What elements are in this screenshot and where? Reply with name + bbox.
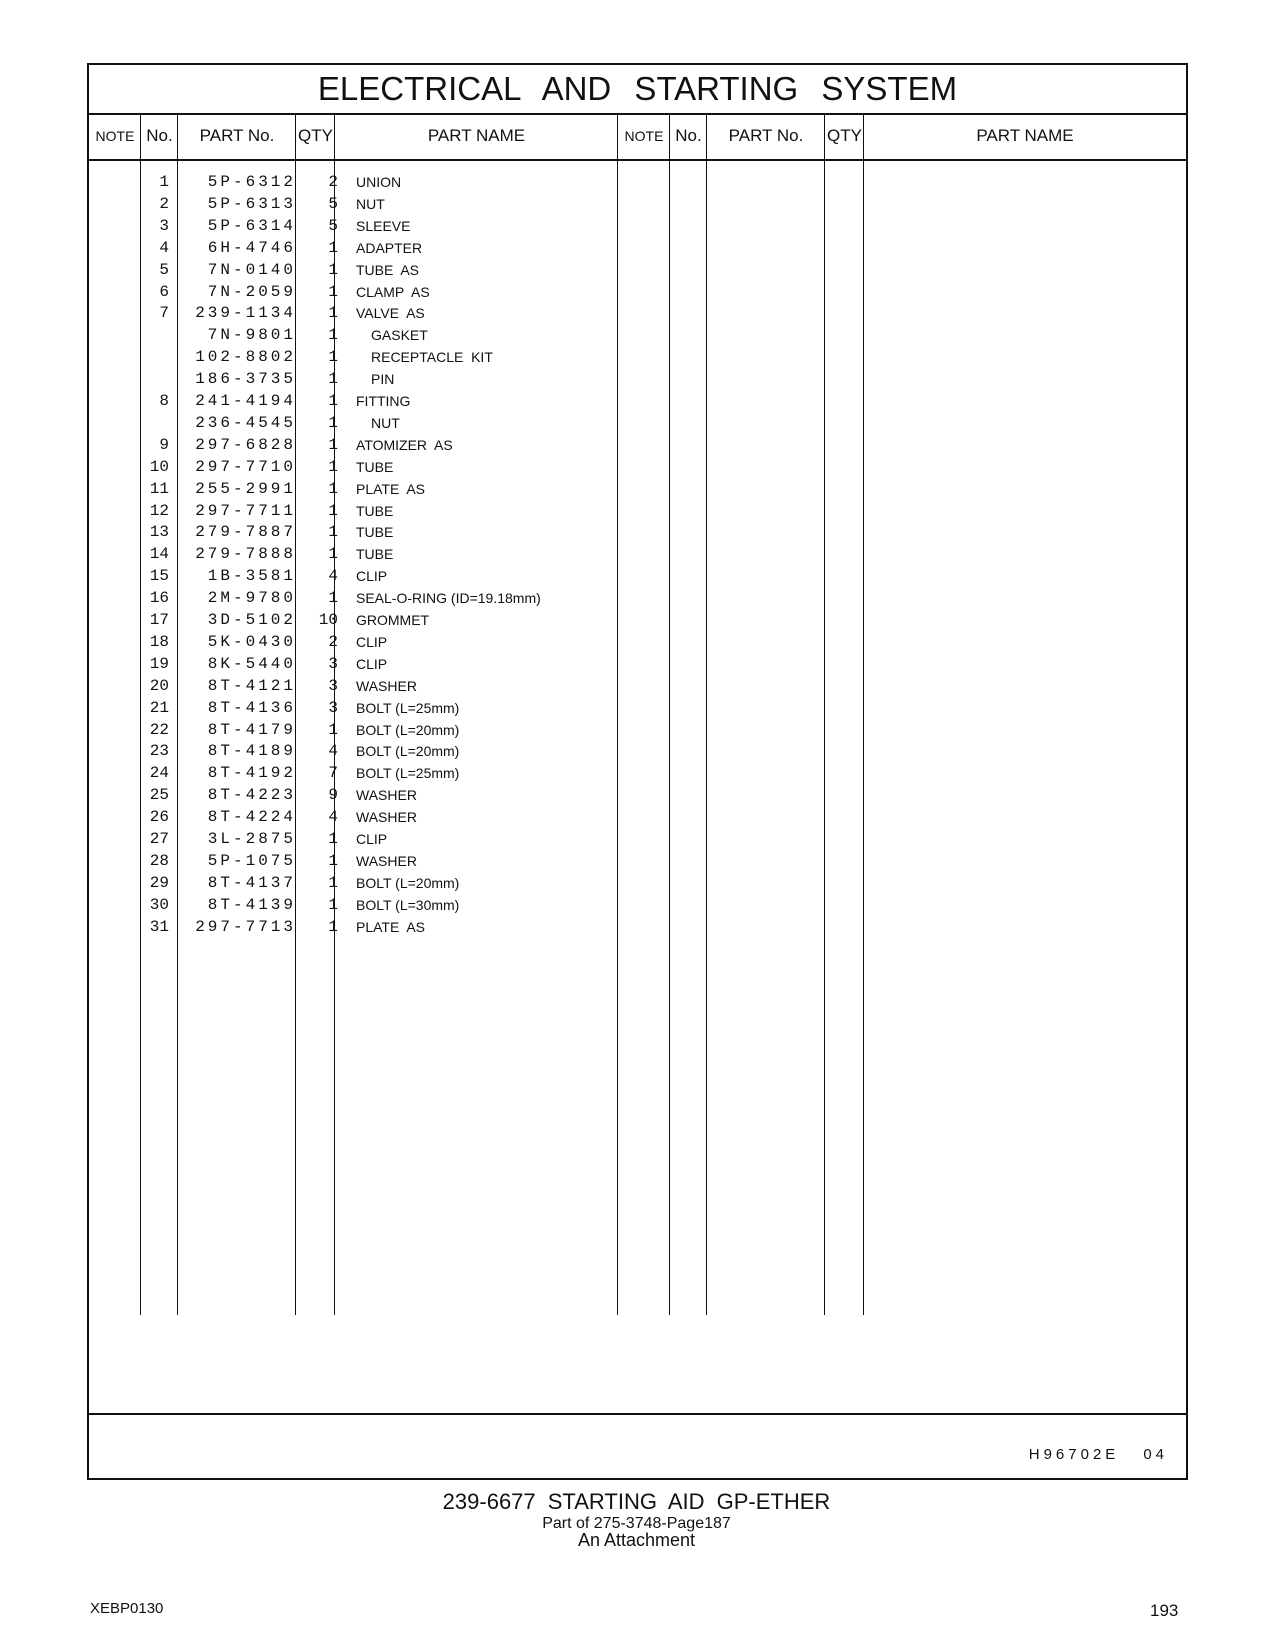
item-number: 14 xyxy=(149,545,169,564)
part-number: 7N-0140 xyxy=(207,260,296,279)
quantity: 3 xyxy=(328,654,338,673)
part-of-reference: Part of 275-3748-Page187 xyxy=(542,1515,731,1532)
part-name: PIN xyxy=(371,371,395,388)
drawing-number: H96702E xyxy=(1028,1446,1120,1463)
item-number: 13 xyxy=(149,523,169,542)
header-part-name-right: PART NAME xyxy=(976,126,1074,145)
table-row xyxy=(89,565,1186,588)
part-number: 5P-6312 xyxy=(207,173,296,191)
item-number: 16 xyxy=(149,589,169,608)
drawing-revision: 04 xyxy=(1143,1446,1168,1463)
quantity: 1 xyxy=(328,851,338,870)
part-number: 6H-4746 xyxy=(207,238,296,257)
part-name: GASKET xyxy=(371,327,428,344)
part-name: TUBE xyxy=(356,458,394,475)
item-number: 12 xyxy=(149,501,169,520)
part-name: BOLT (L=25mm) xyxy=(356,699,460,716)
table-row xyxy=(89,609,1186,632)
quantity: 3 xyxy=(328,698,338,717)
item-number: 28 xyxy=(149,851,169,870)
attachment-label: An Attachment xyxy=(577,1530,696,1550)
part-number: 5K-0430 xyxy=(207,632,296,651)
parts-list-frame xyxy=(87,63,1188,1480)
part-name: ATOMIZER AS xyxy=(356,436,453,453)
part-number: 8K-5440 xyxy=(207,654,296,673)
item-number: 17 xyxy=(149,611,169,629)
quantity: 1 xyxy=(328,720,338,739)
quantity: 1 xyxy=(328,348,338,367)
item-number: 6 xyxy=(159,282,169,301)
part-number: 186-3735 xyxy=(195,370,296,389)
quantity: 1 xyxy=(328,830,338,848)
quantity: 10 xyxy=(318,611,338,629)
part-number: 5P-1075 xyxy=(207,851,296,870)
table-row xyxy=(89,193,1186,216)
item-number: 11 xyxy=(149,479,169,498)
item-number: 15 xyxy=(149,567,169,586)
group-title: 239-6677 STARTING AID GP-ETHER xyxy=(442,1489,831,1514)
header-part-name-left: PART NAME xyxy=(427,126,526,145)
header-part-no-left: PART No. xyxy=(199,126,275,145)
page-number: 193 xyxy=(1150,1601,1179,1620)
quantity: 3 xyxy=(328,676,338,695)
part-name: CLAMP AS xyxy=(356,283,430,300)
part-name: CLIP xyxy=(356,655,388,672)
item-number: 30 xyxy=(149,895,169,914)
quantity: 1 xyxy=(328,545,338,564)
quantity: 9 xyxy=(328,786,338,805)
table-row xyxy=(89,302,1186,325)
item-number: 29 xyxy=(149,873,169,892)
quantity: 1 xyxy=(328,238,338,257)
part-number: 8T-4189 xyxy=(207,742,296,761)
part-number: 8T-4223 xyxy=(207,786,296,805)
table-row xyxy=(89,916,1186,939)
table-row xyxy=(89,784,1186,807)
part-name: SEAL-O-RING (ID=19.18mm) xyxy=(356,590,541,607)
quantity: 1 xyxy=(328,589,338,608)
part-number: 5P-6313 xyxy=(207,194,296,213)
part-number: 255-2991 xyxy=(195,479,296,498)
table-row xyxy=(89,500,1186,523)
part-name: NUT xyxy=(371,414,400,431)
table-row xyxy=(89,324,1186,347)
part-number: 3D-5102 xyxy=(207,611,296,629)
quantity: 1 xyxy=(328,873,338,892)
table-bottom-divider xyxy=(89,1413,1186,1415)
part-name: RECEPTACLE KIT xyxy=(371,349,493,366)
item-number: 22 xyxy=(149,720,169,739)
part-name: TUBE xyxy=(356,546,394,563)
quantity: 4 xyxy=(328,567,338,586)
quantity: 1 xyxy=(328,304,338,323)
part-name: PLATE AS xyxy=(356,918,425,935)
table-row xyxy=(89,740,1186,763)
table-row xyxy=(89,215,1186,238)
item-number: 25 xyxy=(149,786,169,805)
quantity: 4 xyxy=(328,808,338,827)
item-number: 8 xyxy=(159,392,169,410)
quantity: 1 xyxy=(328,413,338,432)
table-row xyxy=(89,237,1186,260)
table-row xyxy=(89,806,1186,829)
quantity: 2 xyxy=(328,173,338,191)
header-note-right: NOTE xyxy=(624,128,664,144)
table-row xyxy=(89,675,1186,698)
part-number: 297-7713 xyxy=(195,917,296,936)
quantity: 5 xyxy=(328,194,338,213)
part-name: WASHER xyxy=(356,677,417,694)
table-row xyxy=(89,719,1186,742)
part-name: TUBE xyxy=(356,524,394,541)
part-number: 8T-4224 xyxy=(207,808,296,827)
table-row xyxy=(89,653,1186,676)
part-name: SLEEVE xyxy=(356,217,411,234)
quantity: 1 xyxy=(328,479,338,498)
part-number: 8T-4179 xyxy=(207,720,296,739)
quantity: 1 xyxy=(328,523,338,542)
table-row xyxy=(89,521,1186,544)
part-name: CLIP xyxy=(356,633,388,650)
quantity: 2 xyxy=(328,632,338,651)
table-row xyxy=(89,281,1186,304)
quantity: 7 xyxy=(328,764,338,783)
table-row xyxy=(89,346,1186,369)
quantity: 4 xyxy=(328,742,338,761)
quantity: 1 xyxy=(328,260,338,279)
part-name: PLATE AS xyxy=(356,480,425,497)
page-title: ELECTRICAL AND STARTING SYSTEM xyxy=(89,65,1186,115)
quantity: 5 xyxy=(328,216,338,235)
part-number: 102-8802 xyxy=(195,348,296,367)
item-number: 7 xyxy=(159,304,169,323)
part-number: 279-7887 xyxy=(195,523,296,542)
item-number: 19 xyxy=(149,654,169,673)
quantity: 1 xyxy=(328,370,338,389)
table-row xyxy=(89,872,1186,895)
table-row xyxy=(89,478,1186,501)
table-row xyxy=(89,412,1186,435)
quantity: 1 xyxy=(328,435,338,454)
item-number: 31 xyxy=(149,917,169,936)
table-row xyxy=(89,368,1186,391)
header-no-right: No. xyxy=(675,126,702,145)
table-row xyxy=(89,434,1186,457)
item-number: 4 xyxy=(159,238,169,257)
part-name: TUBE AS xyxy=(356,261,420,278)
item-number: 23 xyxy=(149,742,169,761)
table-row xyxy=(89,587,1186,610)
item-number: 27 xyxy=(149,830,169,848)
part-name: FITTING xyxy=(356,393,411,409)
item-number: 26 xyxy=(149,808,169,827)
part-name: TUBE xyxy=(356,502,394,519)
part-name: BOLT (L=25mm) xyxy=(356,765,460,782)
part-name: NUT xyxy=(356,195,385,212)
item-number: 9 xyxy=(159,435,169,454)
part-name: VALVE AS xyxy=(356,305,425,322)
table-row xyxy=(89,259,1186,282)
part-number: 8T-4192 xyxy=(207,764,296,783)
item-number: 21 xyxy=(149,698,169,717)
part-number: 297-7710 xyxy=(195,457,296,476)
part-name: GROMMET xyxy=(356,612,430,628)
document-code: XEBP0130 xyxy=(90,1600,164,1617)
part-number: 239-1134 xyxy=(195,304,296,323)
table-row xyxy=(89,850,1186,873)
item-number: 2 xyxy=(159,194,169,213)
part-name: WASHER xyxy=(356,787,417,804)
header-part-no-right: PART No. xyxy=(728,126,804,145)
item-number: 3 xyxy=(159,216,169,235)
part-name: BOLT (L=20mm) xyxy=(356,721,460,738)
part-name: WASHER xyxy=(356,809,417,826)
part-number: 236-4545 xyxy=(195,413,296,432)
part-number: 279-7888 xyxy=(195,545,296,564)
item-number: 10 xyxy=(149,457,169,476)
item-number: 5 xyxy=(159,260,169,279)
part-name: CLIP xyxy=(356,568,388,585)
quantity: 1 xyxy=(328,895,338,914)
drawing-code xyxy=(1029,1446,1168,1463)
part-number: 7N-9801 xyxy=(207,326,296,345)
part-number: 297-6828 xyxy=(195,435,296,454)
part-name: BOLT (L=30mm) xyxy=(356,896,460,913)
quantity: 1 xyxy=(328,392,338,410)
part-name: ADAPTER xyxy=(356,239,423,256)
table-row xyxy=(89,697,1186,720)
quantity: 1 xyxy=(328,501,338,520)
table-row xyxy=(89,631,1186,654)
item-number: 1 xyxy=(159,173,169,191)
quantity: 1 xyxy=(328,917,338,936)
part-name: WASHER xyxy=(356,852,417,869)
part-number: 297-7711 xyxy=(195,501,296,520)
header-qty-left: QTY xyxy=(298,126,333,145)
item-number: 20 xyxy=(149,676,169,695)
part-number: 8T-4121 xyxy=(207,676,296,695)
column-header-row xyxy=(89,113,1186,161)
part-number: 8T-4136 xyxy=(207,698,296,717)
part-number: 2M-9780 xyxy=(207,589,296,608)
part-number: 8T-4139 xyxy=(207,895,296,914)
part-number: 3L-2875 xyxy=(207,830,296,848)
quantity: 1 xyxy=(328,326,338,345)
part-name: CLIP xyxy=(356,831,388,847)
header-no-left: No. xyxy=(146,126,173,145)
part-name: BOLT (L=20mm) xyxy=(356,743,460,760)
table-row xyxy=(89,894,1186,917)
item-number: 18 xyxy=(149,632,169,651)
part-number: 8T-4137 xyxy=(207,873,296,892)
part-number: 7N-2059 xyxy=(207,282,296,301)
item-number: 24 xyxy=(149,764,169,783)
part-name: UNION xyxy=(356,174,402,190)
quantity: 1 xyxy=(328,282,338,301)
table-row xyxy=(89,390,1186,413)
table-row xyxy=(89,543,1186,566)
part-number: 241-4194 xyxy=(195,392,296,410)
table-row xyxy=(89,171,1186,194)
table-row xyxy=(89,456,1186,479)
table-row xyxy=(89,828,1186,851)
part-name: BOLT (L=20mm) xyxy=(356,874,460,891)
table-row xyxy=(89,762,1186,785)
header-qty-right: QTY xyxy=(827,126,862,145)
header-note-left: NOTE xyxy=(95,128,135,144)
part-number: 5P-6314 xyxy=(207,216,296,235)
part-number: 1B-3581 xyxy=(207,567,296,586)
quantity: 1 xyxy=(328,457,338,476)
